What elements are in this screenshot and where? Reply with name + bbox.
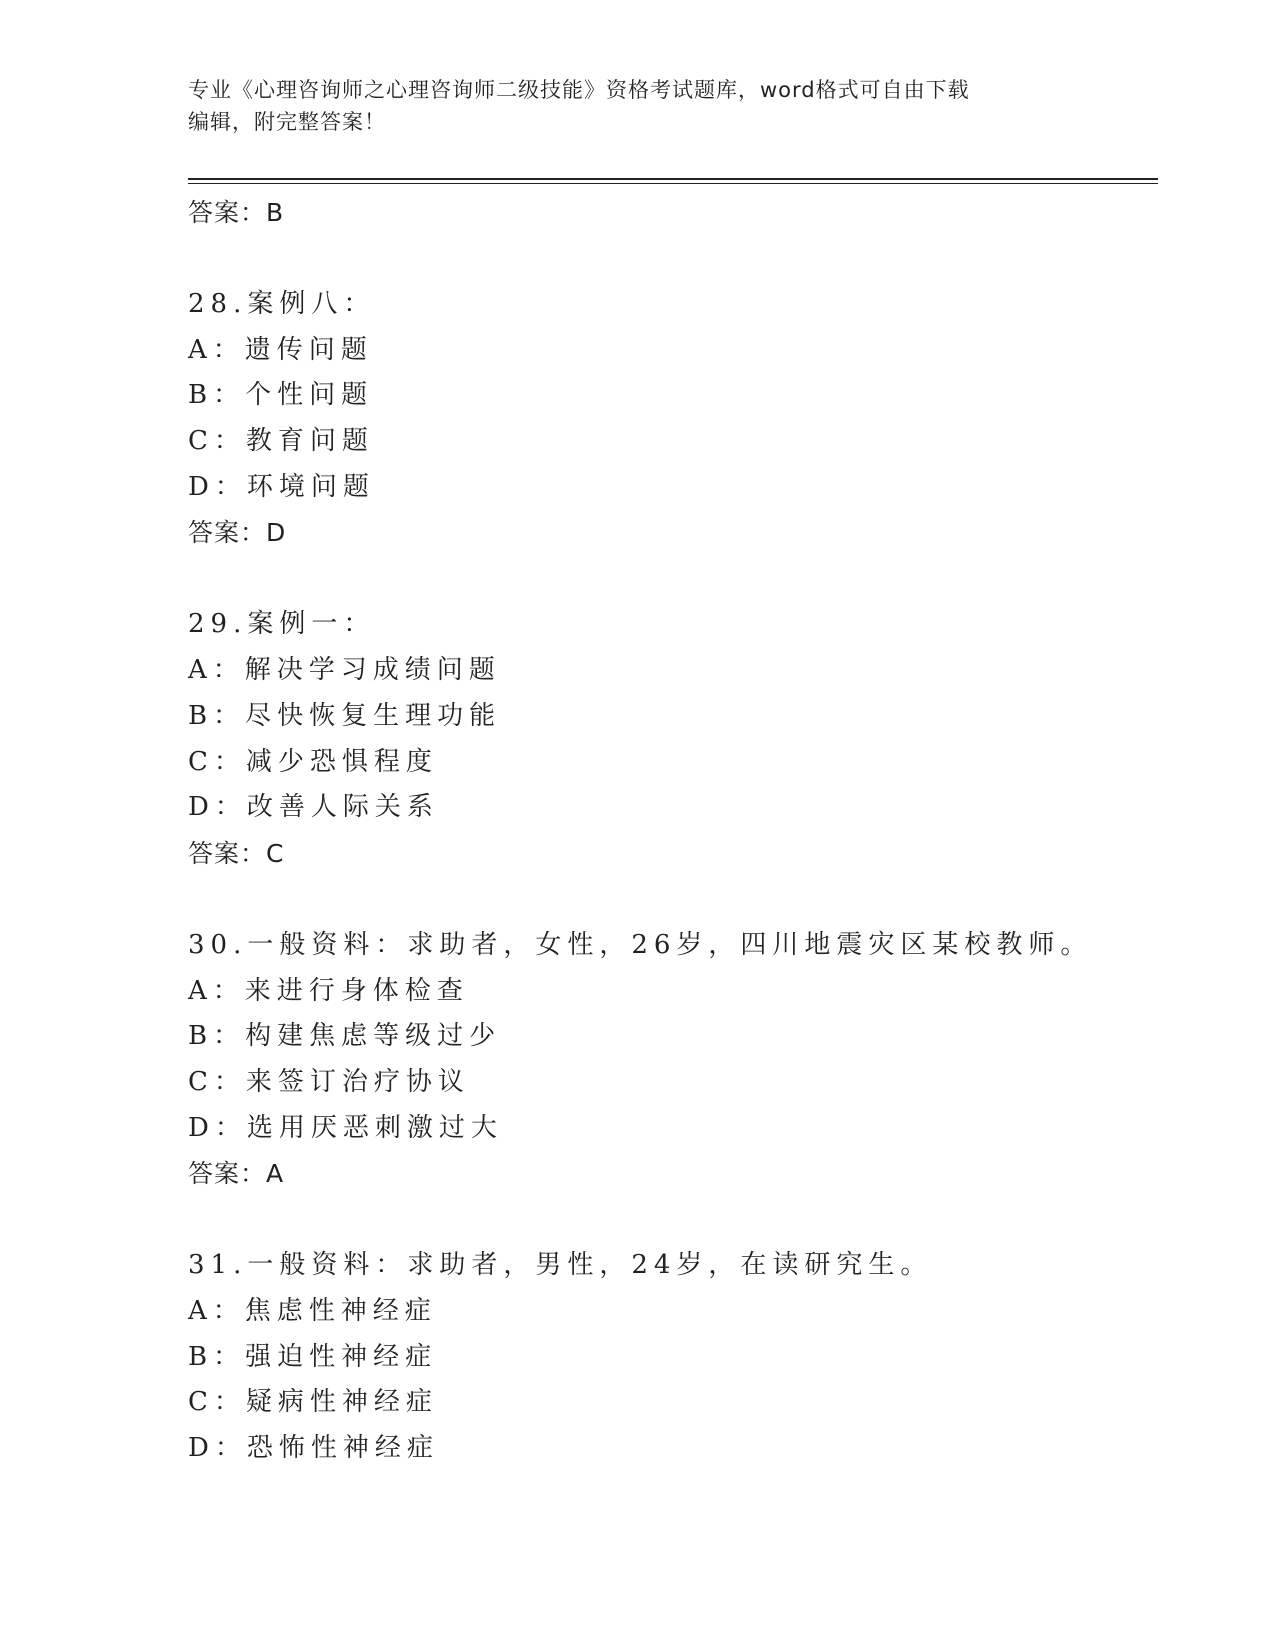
option-d: D：改善人际关系 — [188, 792, 439, 823]
option-d: D：恐怖性神经症 — [188, 1433, 439, 1464]
option-d: D：环境问题 — [188, 471, 375, 502]
header-line-1: 专业《心理咨询师之心理咨询师二级技能》资格考试题库，word格式可自由下载 — [188, 78, 970, 102]
header-divider-thick — [188, 178, 1158, 180]
option-a: A：焦虑性神经症 — [188, 1296, 437, 1326]
option-a: A：遗传问题 — [188, 334, 373, 365]
option-b: B：尽快恢复生理功能 — [188, 700, 502, 731]
question-title: 29.案例一： — [188, 609, 376, 640]
question-title: 30.一般资料：求助者，女性，26岁，四川地震灾区某校教师。 — [188, 929, 1093, 960]
question-31 — [188, 1243, 1158, 1471]
option-b: B：个性问题 — [188, 380, 374, 411]
option-b: B：强迫性神经症 — [188, 1341, 438, 1372]
option-c: C：减少恐惧程度 — [188, 746, 438, 777]
option-d: D：选用厌恶刺激过大 — [188, 1112, 503, 1143]
answer-line: 答案：C — [188, 838, 285, 868]
option-b: B：构建焦虑等级过少 — [188, 1021, 502, 1052]
option-c: C：教育问题 — [188, 426, 374, 457]
question-29 — [188, 602, 1158, 876]
question-28 — [188, 282, 1158, 556]
answer-line: 答案：B — [188, 198, 285, 227]
question-30 — [188, 923, 1158, 1197]
option-c: C：来签订治疗协议 — [188, 1066, 470, 1097]
answer-line: 答案：A — [188, 1159, 285, 1189]
question-title: 28.案例八： — [188, 289, 376, 319]
question-title: 31.一般资料：求助者，男性，24岁，在读研究生。 — [188, 1250, 933, 1281]
option-c: C：疑病性神经症 — [188, 1387, 438, 1418]
question-list — [188, 190, 1158, 1472]
document-header — [188, 74, 1088, 138]
option-a: A：来进行身体检查 — [188, 975, 469, 1006]
header-line-2: 编辑，附完整答案！ — [188, 110, 386, 134]
header-divider-thin — [188, 183, 1158, 184]
option-a: A：解决学习成绩问题 — [188, 655, 501, 686]
answer-line: 答案：D — [188, 518, 287, 548]
